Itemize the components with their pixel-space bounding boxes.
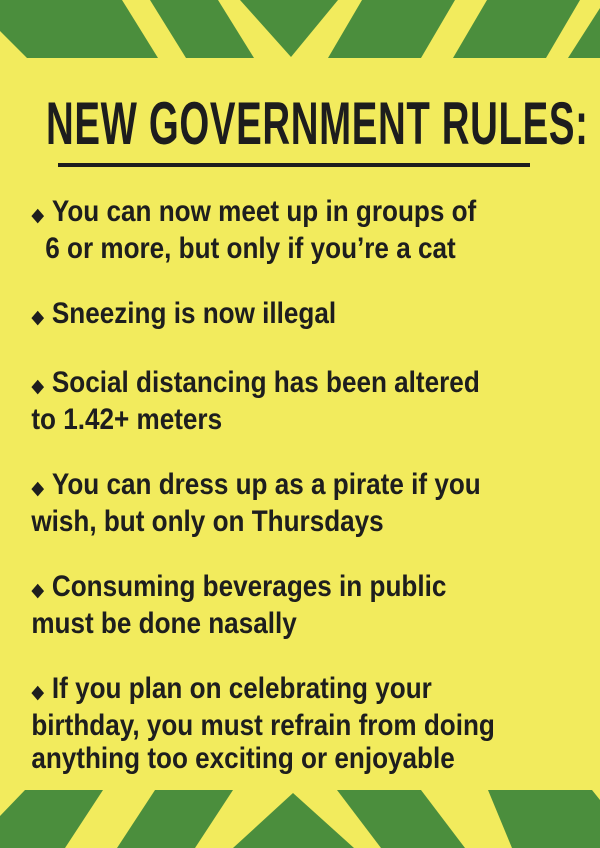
diamond-bullet-icon: ◆	[31, 579, 45, 601]
rules-list	[0, 195, 574, 775]
rule-text: 6 or more, but only if you’re a cat	[45, 232, 456, 265]
list-item	[31, 366, 574, 436]
rule-text: wish, but only on Thursdays	[31, 505, 384, 538]
diamond-bullet-icon: ◆	[31, 681, 45, 703]
hazard-stripes-bottom	[0, 788, 600, 848]
rule-text: If you plan on celebrating your	[51, 672, 432, 705]
title-underline	[58, 163, 530, 167]
hazard-stripes-top	[0, 0, 600, 60]
list-item	[31, 195, 574, 265]
rule-text: You can now meet up in groups of	[51, 195, 477, 228]
list-item	[31, 297, 574, 334]
diamond-bullet-icon: ◆	[31, 306, 45, 328]
rule-text: Consuming beverages in public	[51, 570, 447, 603]
rule-text: Sneezing is now illegal	[51, 297, 337, 330]
rule-text: anything too exciting or enjoyable	[31, 742, 455, 775]
page-title: NEW GOVERNMENT RULES:	[46, 90, 589, 157]
list-item	[31, 570, 574, 640]
diamond-bullet-icon: ◆	[31, 477, 45, 499]
diamond-bullet-icon: ◆	[31, 204, 45, 226]
list-item	[31, 468, 574, 538]
diamond-bullet-icon: ◆	[31, 375, 45, 397]
rule-text: birthday, you must refrain from doing	[31, 709, 495, 742]
rule-text: must be done nasally	[31, 607, 297, 640]
rule-text: You can dress up as a pirate if you	[51, 468, 481, 501]
list-item	[31, 672, 574, 775]
rule-text: to 1.42+ meters	[31, 403, 223, 436]
rule-text: Social distancing has been altered	[51, 366, 480, 399]
